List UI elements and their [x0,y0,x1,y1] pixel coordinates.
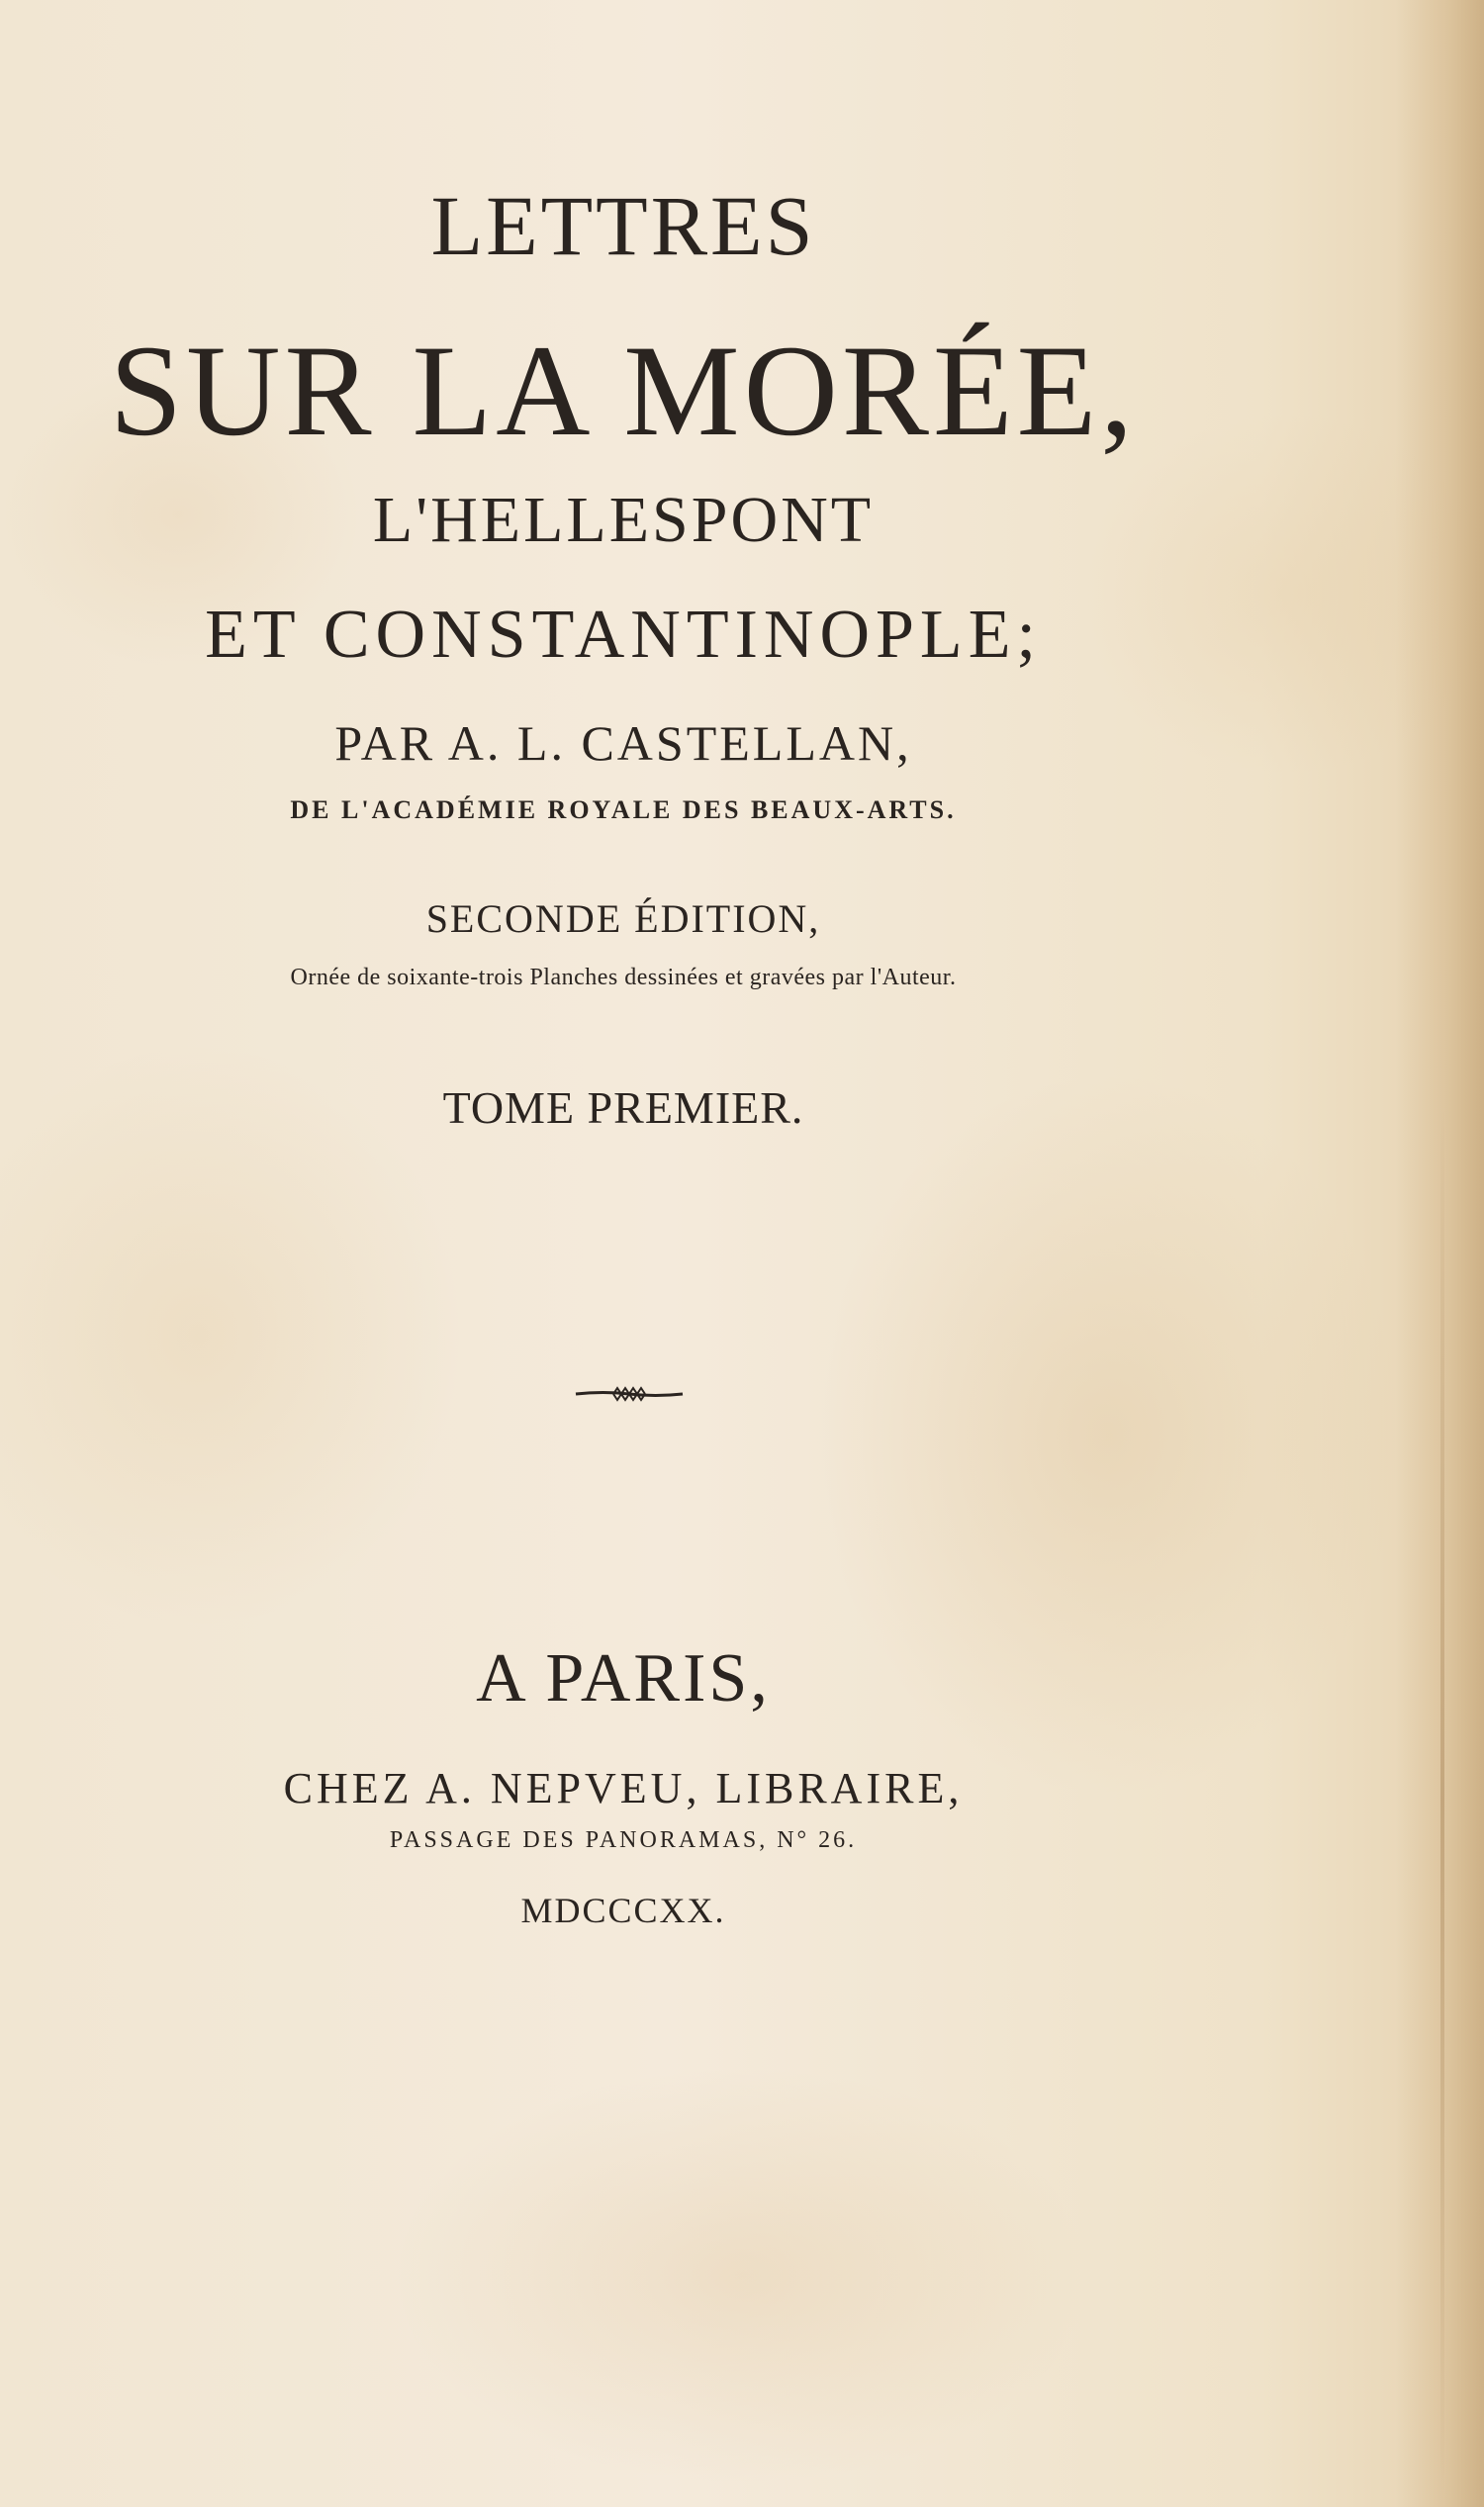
imprint-publisher: CHEZ A. NEPVEU, LIBRAIRE, [283,1764,964,1812]
title-line-4: ET CONSTANTINOPLE; [205,597,1042,673]
imprint-city: A PARIS, [476,1640,771,1717]
volume-line: TOME PREMIER. [442,1082,804,1133]
edition-line: SECONDE ÉDITION, [425,896,821,941]
title-line-3: L'HELLESPONT [372,484,875,556]
imprint-address: PASSAGE DES PANORAMAS, N° 26. [389,1827,858,1853]
ornamental-rule-icon [574,1383,685,1405]
page-fold-mark [1440,1108,1444,2493]
author-line: PAR A. L. CASTELLAN, [334,715,912,771]
page-edge-stain [1395,0,1484,2507]
imprint-year: MDCCCXX. [520,1891,726,1930]
title-line-2: SUR LA MORÉE, [109,318,1138,463]
title-line-1: LETTRES [430,178,816,273]
edition-note: Ornée de soixante-trois Planches dessinées et gravées par l'Auteur. [290,965,957,990]
affiliation-line: DE L'ACADÉMIE ROYALE DES BEAUX-ARTS. [290,795,957,824]
